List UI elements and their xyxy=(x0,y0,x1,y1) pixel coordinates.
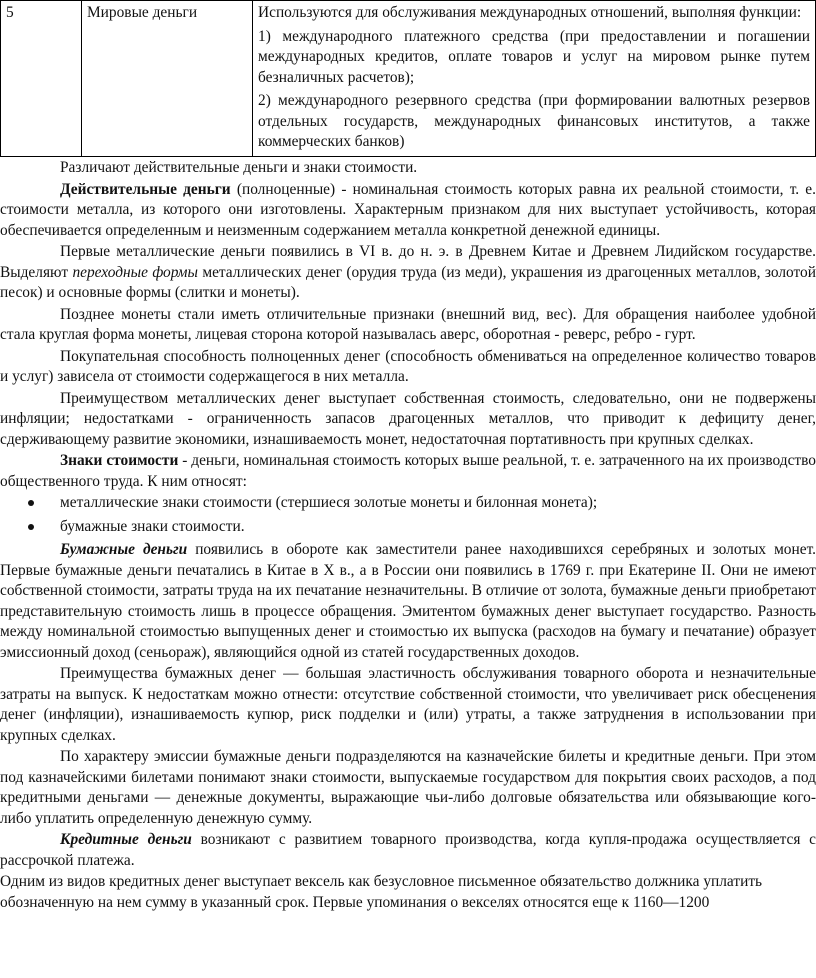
list-item-text: металлические знаки стоимости (стершиеся золотые монеты и билонная монета); xyxy=(60,494,598,511)
paragraph-text: (полноценные) - номинальная стоимость которых равна их реальной стоимости, т. е. стоимости металла, из которого они изготовлены. Характерным признаком для них выступает устойчивость, которая обеспечивается определенным и неизменным содержанием металла конкретной денежной единицы. xyxy=(0,180,816,239)
paragraph xyxy=(0,451,816,492)
paragraph xyxy=(0,540,816,663)
money-functions-table xyxy=(0,0,816,157)
paragraph: Различают действительные деньги и знаки стоимости. xyxy=(60,159,418,176)
body-text xyxy=(0,158,816,914)
description-item-2: 2) международного резервного средства (при формировании валютных резервов отдельных государств, международных финансовых институтов, а также коммерческих банков) xyxy=(258,92,810,150)
bullet-list xyxy=(0,493,816,537)
term-paper-money: Бумажные деньги xyxy=(60,541,188,558)
paragraph-text: - деньги, номинальная стоимость которых выше реальной, т. е. затраченного на их производство общественного труда. К ним относят: xyxy=(0,452,816,490)
paragraph: По характеру эмиссии бумажные деньги подразделяются на казначейские билеты и кредитные деньги. При этом под казначейскими билетами понимают знаки стоимости, выпускаемые государством для покрытия своих расходов, а под кредитными деньгами — денежные документы, выражающие чьи-либо долговые обязательства или обязывающие кого-либо уплатить определенную денежную сумму. xyxy=(0,748,816,827)
term-real-money: Действительные деньги xyxy=(60,180,231,198)
description-intro: Используются для обслуживания международных отношений, выполняя функции: xyxy=(258,4,802,21)
paragraph: Покупательная способность полноценных денег (способность обмениваться на определенное количество товаров и услуг) зависела от стоимости содержащегося в них металла. xyxy=(0,347,816,385)
paragraph-text: возникают с развитием товарного производства, когда купля-продажа осуществляется с рассрочкой платежа. xyxy=(0,831,816,869)
term-value-tokens: Знаки стоимости xyxy=(60,452,179,469)
paragraph xyxy=(0,180,816,242)
paragraph: Одним из видов кредитных денег выступает вексель как безусловное письменное обязательство должника уплатить обозначенную на нем сумму в указанный срок. Первые упоминания о векселях относятся еще к 1160—1200 xyxy=(0,873,763,911)
list-item xyxy=(0,517,816,538)
bullet-icon xyxy=(28,500,34,506)
row-number-cell: 5 xyxy=(1,1,82,157)
row-name-cell: Мировые деньги xyxy=(82,1,253,157)
term-transitional-forms: переходные формы xyxy=(72,263,198,281)
paragraph: Позднее монеты стали иметь отличительные признаки (внешний вид, вес). Для обращения наиболее удобной стала круглая форма монеты, лицевая сторона которой называлась аверс, оборотная - реверс, ребро - гурт. xyxy=(0,305,816,343)
paragraph xyxy=(0,242,816,304)
paragraph: Преимущества бумажных денег — большая эластичность обслуживания товарного оборота и незначительные затраты на выпуск. К недостаткам можно отнести: отсутствие собственной стоимости, что увеличивает риск обесценения денег (инфляции), изнашиваемость купюр, риск подделки и (или) утраты, а также затруднения в использовании при крупных сделках. xyxy=(0,665,816,744)
row-description-cell xyxy=(253,1,816,157)
paragraph xyxy=(0,830,816,871)
term-credit-money: Кредитные деньги xyxy=(60,831,192,848)
paragraph-text: металлических денег (орудия труда (из меди), украшения из драгоценных металлов, золотой песок) и основные формы (слитки и монеты). xyxy=(0,263,816,301)
paragraph-text: появились в обороте как заместители ранее находившихся серебряных и золотых монет. Первые бумажные деньги печатались в Китае в X в., а в России они появились в 1769 г. при Екатерине II. Они не имеют собственной стоимости, затраты труда на их печатание незначительны. В отличие от золота, бумажные деньги приобретают представительную стоимость лишь в процессе обращения. Эмитентом бумажных денег выступает государство. Разность между номинальной стоимостью выпущенных денег и стоимостью их выпуска (расходов на бумагу и печатание) образует эмиссионный доход (сеньораж), являющийся одной из статей государственных доходов. xyxy=(0,541,816,661)
bullet-icon xyxy=(28,524,34,530)
paragraph: Преимуществом металлических денег выступает собственная стоимость, следовательно, они не подвержены инфляции; недостатками - ограниченность запасов драгоценных металлов, что приводит к дефициту денег, сдерживающему развитие экономики, изнашиваемость монет, недостаточная портативность при крупных сделках. xyxy=(0,389,816,448)
list-item-text: бумажные знаки стоимости. xyxy=(60,517,245,535)
paragraph-text: Первые металлические деньги появились в VI в. до н. э. в Древнем Китае и Древнем Лидийском государстве. Выделяют xyxy=(0,243,816,281)
description-item-1: 1) международного платежного средства (при предоставлении и погашении международных кредитов, оплате товаров и услуг на мировом рынке путем безналичных расчетов); xyxy=(258,27,810,86)
table-row xyxy=(1,1,816,157)
list-item xyxy=(0,493,816,514)
